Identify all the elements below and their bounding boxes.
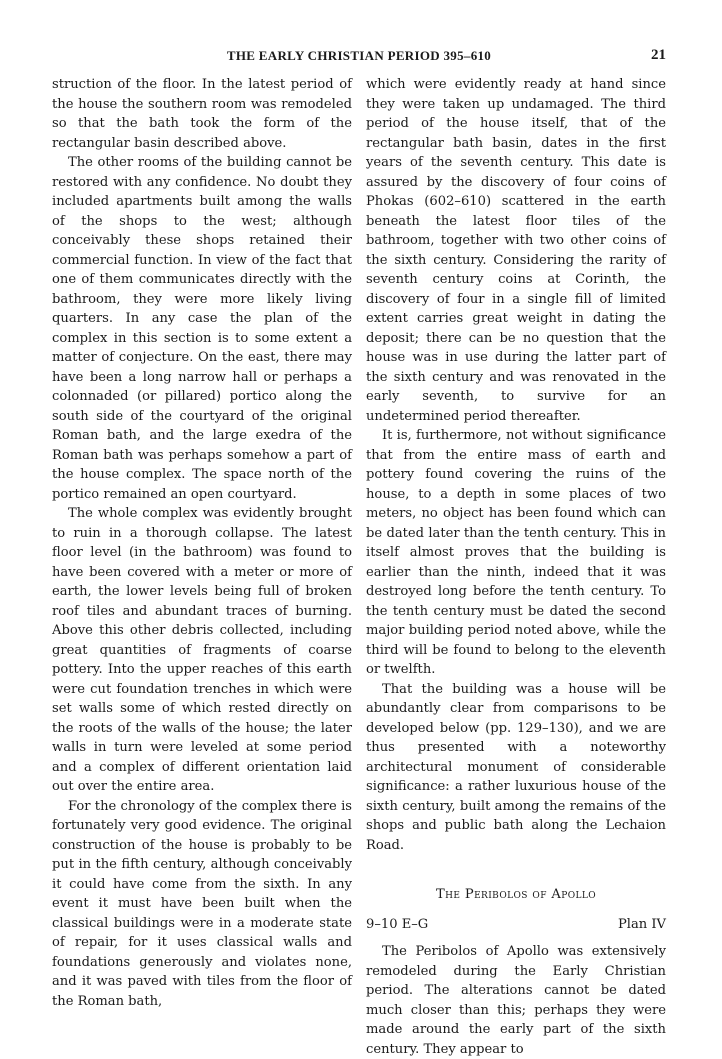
right-paragraph-1: which were evidently ready at hand since they were taken up undamaged. The third period of the house itself, that of the rectangular bath basin, dates in the first years of the seventh century. This date is assured by the discovery of four coins of Phokas (602–610) scattered in the earth beneath the latest floor tiles of the bathroom, together with two other coins of the sixth century. Considering the rarity of seventh century coins at Corinth, the discovery of four in a single fill of limited extent carries great weight in dating the deposit; there can be no question that the house was in use during the latter part of the sixth century and was renovated in the early seventh, to survive for an undetermined period thereafter.: [366, 77, 666, 424]
section-heading: The Peribolos of Apollo: [435, 887, 597, 902]
left-paragraph-1: struction of the floor. In the latest period of the house the southern room was remodeled so that the bath took the form of the rectangular basin described above.: [52, 77, 352, 151]
plan-reference: Plan IV: [617, 916, 666, 932]
left-paragraph-3: The whole complex was evidently brought to ruin in a thorough collapse. The latest floor level (in the bathroom) was found to have been covered with a meter or more of earth, the lower levels being full of broken roof tiles and abundant traces of burning. Above this other debris collected, including great quantities of fragments of coarse pottery. Into the upper reaches of this earth were cut foundation trenches in which were set walls some of which rested directly on the roots of the walls of the house; the later walls in turn were leveled at some period and a complex of different orientation laid out over the entire area.: [52, 506, 352, 794]
right-paragraph-2: It is, furthermore, not without significance that from the entire mass of earth and pottery found covering the ruins of the house, to a depth in some places of two meters, no object has been found which can be dated later than the tenth century. This in itself almost proves that the building is earlier than the ninth, indeed that it was destroyed long before the tenth century. To the tenth century must be dated the second major building period noted above, while the third will be found to belong to the eleventh or twelfth.: [366, 428, 666, 677]
right-column: [366, 75, 666, 1059]
running-head: [52, 48, 666, 68]
right-paragraph-4: The Peribolos of Apollo was extensively remodeled during the Early Christian period. The alterations cannot be dated much closer than this; perhaps they were made around the early part of the sixth century. They appear to: [366, 944, 666, 1057]
grid-reference: 9–10 E–G: [366, 916, 429, 932]
page-number: 21: [651, 47, 666, 63]
running-title: THE EARLY CHRISTIAN PERIOD 395–610: [226, 48, 492, 63]
plan-reference-line: [366, 915, 666, 935]
left-column: [52, 75, 352, 1011]
left-paragraph-2: The other rooms of the building cannot be restored with any confidence. No doubt they included apartments built among the walls of the shops to the west; although conceivably these shops retained their commercial function. In view of the fact that one of them communicates directly with the bathroom, they were more likely living quarters. In any case the plan of the complex in this section is to some extent a matter of conjecture. On the east, there may have been a long narrow hall or perhaps a colonnaded (or pillared) portico along the south side of the courtyard of the original Roman bath, and the large exedra of the Roman bath was perhaps somehow a part of the house complex. The space north of the portico remained an open courtyard.: [52, 155, 352, 502]
left-paragraph-4: For the chronology of the complex there is fortunately very good evidence. The original construction of the house is probably to be put in the fifth century, although conceivably it could have come from the sixth. In any event it must have been built when the classical buildings were in a moderate state of repair, for it uses classical walls and foundations generously and violates none, and it was paved with tiles from the floor of the Roman bath,: [52, 798, 352, 1009]
right-paragraph-3: That the building was a house will be abundantly clear from comparisons to be developed below (pp. 129–130), and we are thus presented with a noteworthy architectural monument of considerable significance: a rather luxurious house of the sixth century, built among the remains of the shops and public bath along the Lechaion Road.: [366, 681, 666, 853]
